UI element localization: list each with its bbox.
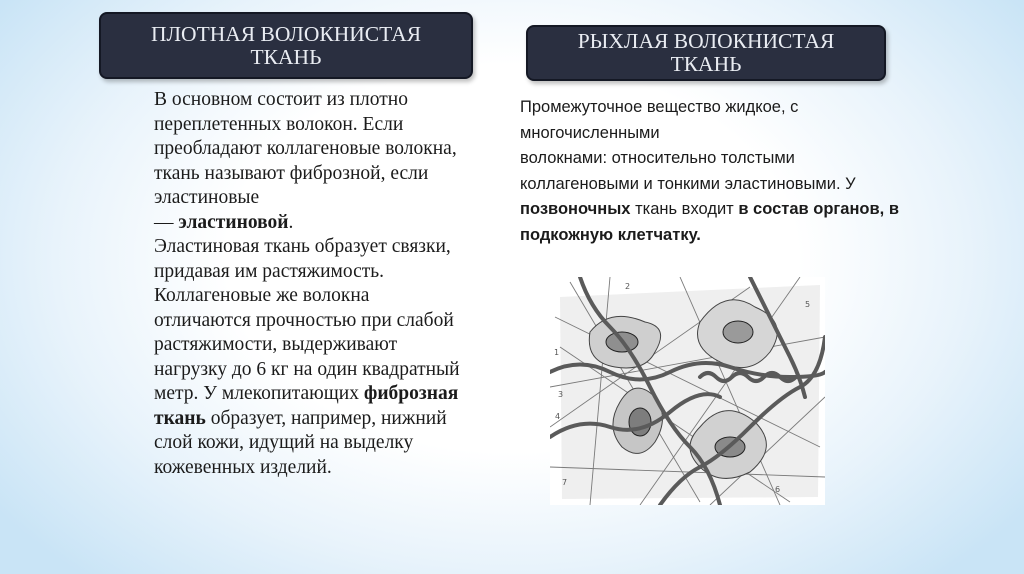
svg-text:5: 5 xyxy=(805,300,811,309)
fibrous-tissue-term: фиброзная ткань xyxy=(154,383,459,429)
loose-tissue-title: РЫХЛАЯ ВОЛОКНИСТАЯ ТКАНЬ xyxy=(577,29,835,76)
tissue-drawing xyxy=(550,277,825,505)
dense-paragraph-1 xyxy=(154,88,474,235)
dense-dash: — xyxy=(154,211,179,233)
svg-text:3: 3 xyxy=(558,390,564,399)
loose-text-2: волокнами: относительно толстыми коллагеновыми и тонкими эластиновыми. У xyxy=(520,149,856,193)
dense-text-3: отличаются прочностью при слабой растяжимости, выдерживают нагрузку до 6 кг на один квадратный метр. У млекопитающих xyxy=(154,309,460,404)
loose-paragraph-1: Промежуточное вещество жидкое, с многочисленными xyxy=(520,98,799,142)
svg-text:7: 7 xyxy=(562,478,568,487)
loose-tissue-description xyxy=(520,95,900,248)
elastin-term: эластиновой xyxy=(178,211,289,233)
organs-term: в состав органов, в подкожную клетчатку. xyxy=(520,200,899,244)
dense-paragraph-3 xyxy=(154,309,474,481)
loose-paragraph-2 xyxy=(520,146,900,248)
dense-tissue-title: ПЛОТНАЯ ВОЛОКНИСТАЯ ТКАНЬ xyxy=(150,21,422,69)
loose-text-2-mid: ткань входит xyxy=(635,200,734,218)
dense-tissue-description xyxy=(154,88,474,480)
dense-paragraph-2: Эластиновая ткань образует связки, придавая им растяжимость. Коллагеновые же волокна xyxy=(154,236,451,306)
dense-text-1-end: . xyxy=(288,211,294,233)
dense-tissue-title-box xyxy=(99,12,473,79)
svg-text:1: 1 xyxy=(554,348,560,357)
svg-text:4: 4 xyxy=(555,412,561,421)
vertebrates-term: позвоночных xyxy=(520,200,631,218)
dense-text-3-end: образует, например, нижний слой кожи, идущий на выделку кожевенных изделий. xyxy=(154,407,447,478)
dense-text-1: В основном состоит из плотно переплетенных волокон. Если преобладают коллагеновые волокна, ткань называют фиброзной, если эластиновые xyxy=(154,89,457,208)
loose-tissue-illustration xyxy=(550,277,825,505)
loose-tissue-title-box xyxy=(526,25,886,81)
svg-text:6: 6 xyxy=(775,485,781,494)
svg-text:2: 2 xyxy=(625,282,631,291)
